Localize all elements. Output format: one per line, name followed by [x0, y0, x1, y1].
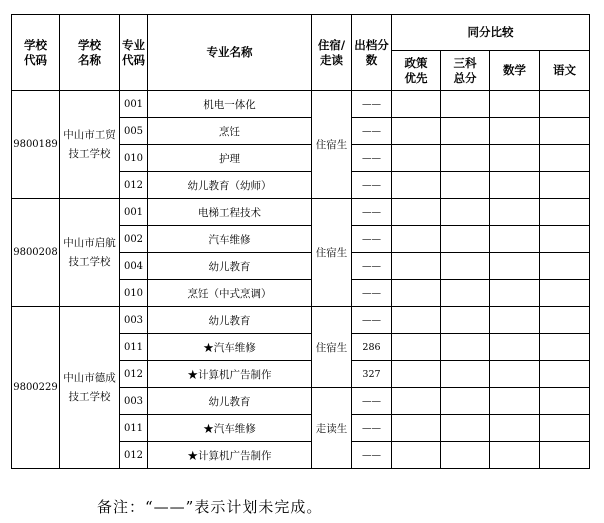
score-cell: ——: [352, 307, 392, 334]
three-total-cell: [441, 91, 490, 118]
three-total-cell: [441, 334, 490, 361]
policy-cell: [392, 172, 441, 199]
lodging-cell: 走读生: [312, 388, 352, 469]
score-cell: ——: [352, 280, 392, 307]
chinese-cell: [540, 172, 590, 199]
table-row: [12, 307, 590, 334]
major-name-cell: ★计算机广告制作: [148, 361, 312, 388]
major-code-cell: 011: [120, 334, 148, 361]
major-name-cell: ★汽车维修: [148, 334, 312, 361]
major-code-cell: 012: [120, 361, 148, 388]
policy-cell: [392, 361, 441, 388]
chinese-cell: [540, 334, 590, 361]
school-name-cell: [60, 91, 120, 199]
three-total-cell: [441, 442, 490, 469]
three-total-cell: [441, 199, 490, 226]
school-name-line: 技工学校: [68, 147, 111, 160]
three-total-cell: [441, 361, 490, 388]
policy-cell: [392, 199, 441, 226]
policy-cell: [392, 226, 441, 253]
major-name-cell: 汽车维修: [148, 226, 312, 253]
table-row: [12, 199, 590, 226]
score-cell: ——: [352, 199, 392, 226]
score-cell: 286: [352, 334, 392, 361]
score-cell: ——: [352, 118, 392, 145]
score-cell: ——: [352, 91, 392, 118]
chinese-cell: [540, 442, 590, 469]
major-code-cell: 010: [120, 145, 148, 172]
policy-cell: [392, 118, 441, 145]
policy-cell: [392, 91, 441, 118]
school-code-cell: 9800208: [12, 199, 60, 307]
score-cell: ——: [352, 442, 392, 469]
header-school-code: 学校 代码: [12, 15, 60, 91]
major-code-cell: 004: [120, 253, 148, 280]
math-cell: [490, 253, 540, 280]
header-lodging: 住宿/ 走读: [312, 15, 352, 91]
chinese-cell: [540, 118, 590, 145]
major-name-cell: 幼儿教育（幼师）: [148, 172, 312, 199]
header-three-total: 三科 总分: [441, 51, 490, 91]
major-code-cell: 012: [120, 172, 148, 199]
school-name-line: 技工学校: [68, 390, 111, 403]
three-total-cell: [441, 118, 490, 145]
lodging-cell: 住宿生: [312, 307, 352, 388]
school-code-cell: 9800189: [12, 91, 60, 199]
three-total-cell: [441, 280, 490, 307]
major-name-cell: 烹饪: [148, 118, 312, 145]
policy-cell: [392, 145, 441, 172]
math-cell: [490, 361, 540, 388]
table-row: [12, 91, 590, 118]
school-name-line: 中山市德成: [63, 371, 116, 384]
major-name-cell: 电梯工程技术: [148, 199, 312, 226]
header-chinese: 语文: [540, 51, 590, 91]
math-cell: [490, 145, 540, 172]
score-cell: ——: [352, 253, 392, 280]
math-cell: [490, 442, 540, 469]
major-code-cell: 011: [120, 415, 148, 442]
major-name-cell: 幼儿教育: [148, 253, 312, 280]
school-name-cell: [60, 199, 120, 307]
major-code-cell: 005: [120, 118, 148, 145]
major-code-cell: 003: [120, 388, 148, 415]
chinese-cell: [540, 145, 590, 172]
score-cell: ——: [352, 388, 392, 415]
school-code-cell: 9800229: [12, 307, 60, 469]
chinese-cell: [540, 388, 590, 415]
major-name-cell: 烹饪（中式烹调）: [148, 280, 312, 307]
major-name-cell: 幼儿教育: [148, 388, 312, 415]
major-name-cell: 幼儿教育: [148, 307, 312, 334]
chinese-cell: [540, 361, 590, 388]
math-cell: [490, 415, 540, 442]
header-school-name: 学校 名称: [60, 15, 120, 91]
header-score: 出档分 数: [352, 15, 392, 91]
header-same-score-compare: 同分比较: [392, 15, 590, 51]
math-cell: [490, 388, 540, 415]
score-cell: 327: [352, 361, 392, 388]
math-cell: [490, 172, 540, 199]
three-total-cell: [441, 226, 490, 253]
admission-score-table: [11, 14, 590, 469]
three-total-cell: [441, 307, 490, 334]
score-cell: ——: [352, 226, 392, 253]
major-code-cell: 012: [120, 442, 148, 469]
math-cell: [490, 334, 540, 361]
three-total-cell: [441, 388, 490, 415]
footnote: 备注：“——”表示计划未完成。: [97, 498, 323, 516]
score-cell: ——: [352, 145, 392, 172]
three-total-cell: [441, 145, 490, 172]
math-cell: [490, 280, 540, 307]
score-cell: ——: [352, 415, 392, 442]
chinese-cell: [540, 415, 590, 442]
chinese-cell: [540, 307, 590, 334]
chinese-cell: [540, 199, 590, 226]
school-name-line: 技工学校: [68, 255, 111, 268]
header-major-name: 专业名称: [148, 15, 312, 91]
chinese-cell: [540, 253, 590, 280]
major-code-cell: 010: [120, 280, 148, 307]
header-major-code: 专业 代码: [120, 15, 148, 91]
major-code-cell: 003: [120, 307, 148, 334]
major-name-cell: 护理: [148, 145, 312, 172]
three-total-cell: [441, 172, 490, 199]
major-name-cell: ★汽车维修: [148, 415, 312, 442]
three-total-cell: [441, 253, 490, 280]
math-cell: [490, 307, 540, 334]
major-code-cell: 002: [120, 226, 148, 253]
math-cell: [490, 226, 540, 253]
lodging-cell: 住宿生: [312, 199, 352, 307]
policy-cell: [392, 388, 441, 415]
chinese-cell: [540, 280, 590, 307]
three-total-cell: [441, 415, 490, 442]
policy-cell: [392, 253, 441, 280]
table-body: [12, 91, 590, 469]
chinese-cell: [540, 91, 590, 118]
header-row-1: [12, 15, 590, 51]
score-cell: ——: [352, 172, 392, 199]
math-cell: [490, 118, 540, 145]
math-cell: [490, 91, 540, 118]
major-code-cell: 001: [120, 91, 148, 118]
chinese-cell: [540, 226, 590, 253]
policy-cell: [392, 415, 441, 442]
policy-cell: [392, 280, 441, 307]
header-policy: 政策 优先: [392, 51, 441, 91]
policy-cell: [392, 442, 441, 469]
header-math: 数学: [490, 51, 540, 91]
school-name-cell: [60, 307, 120, 469]
major-code-cell: 001: [120, 199, 148, 226]
lodging-cell: 住宿生: [312, 91, 352, 199]
major-name-cell: ★计算机广告制作: [148, 442, 312, 469]
major-name-cell: 机电一体化: [148, 91, 312, 118]
policy-cell: [392, 334, 441, 361]
policy-cell: [392, 307, 441, 334]
math-cell: [490, 199, 540, 226]
school-name-line: 中山市工贸: [63, 128, 116, 141]
school-name-line: 中山市启航: [63, 236, 116, 249]
